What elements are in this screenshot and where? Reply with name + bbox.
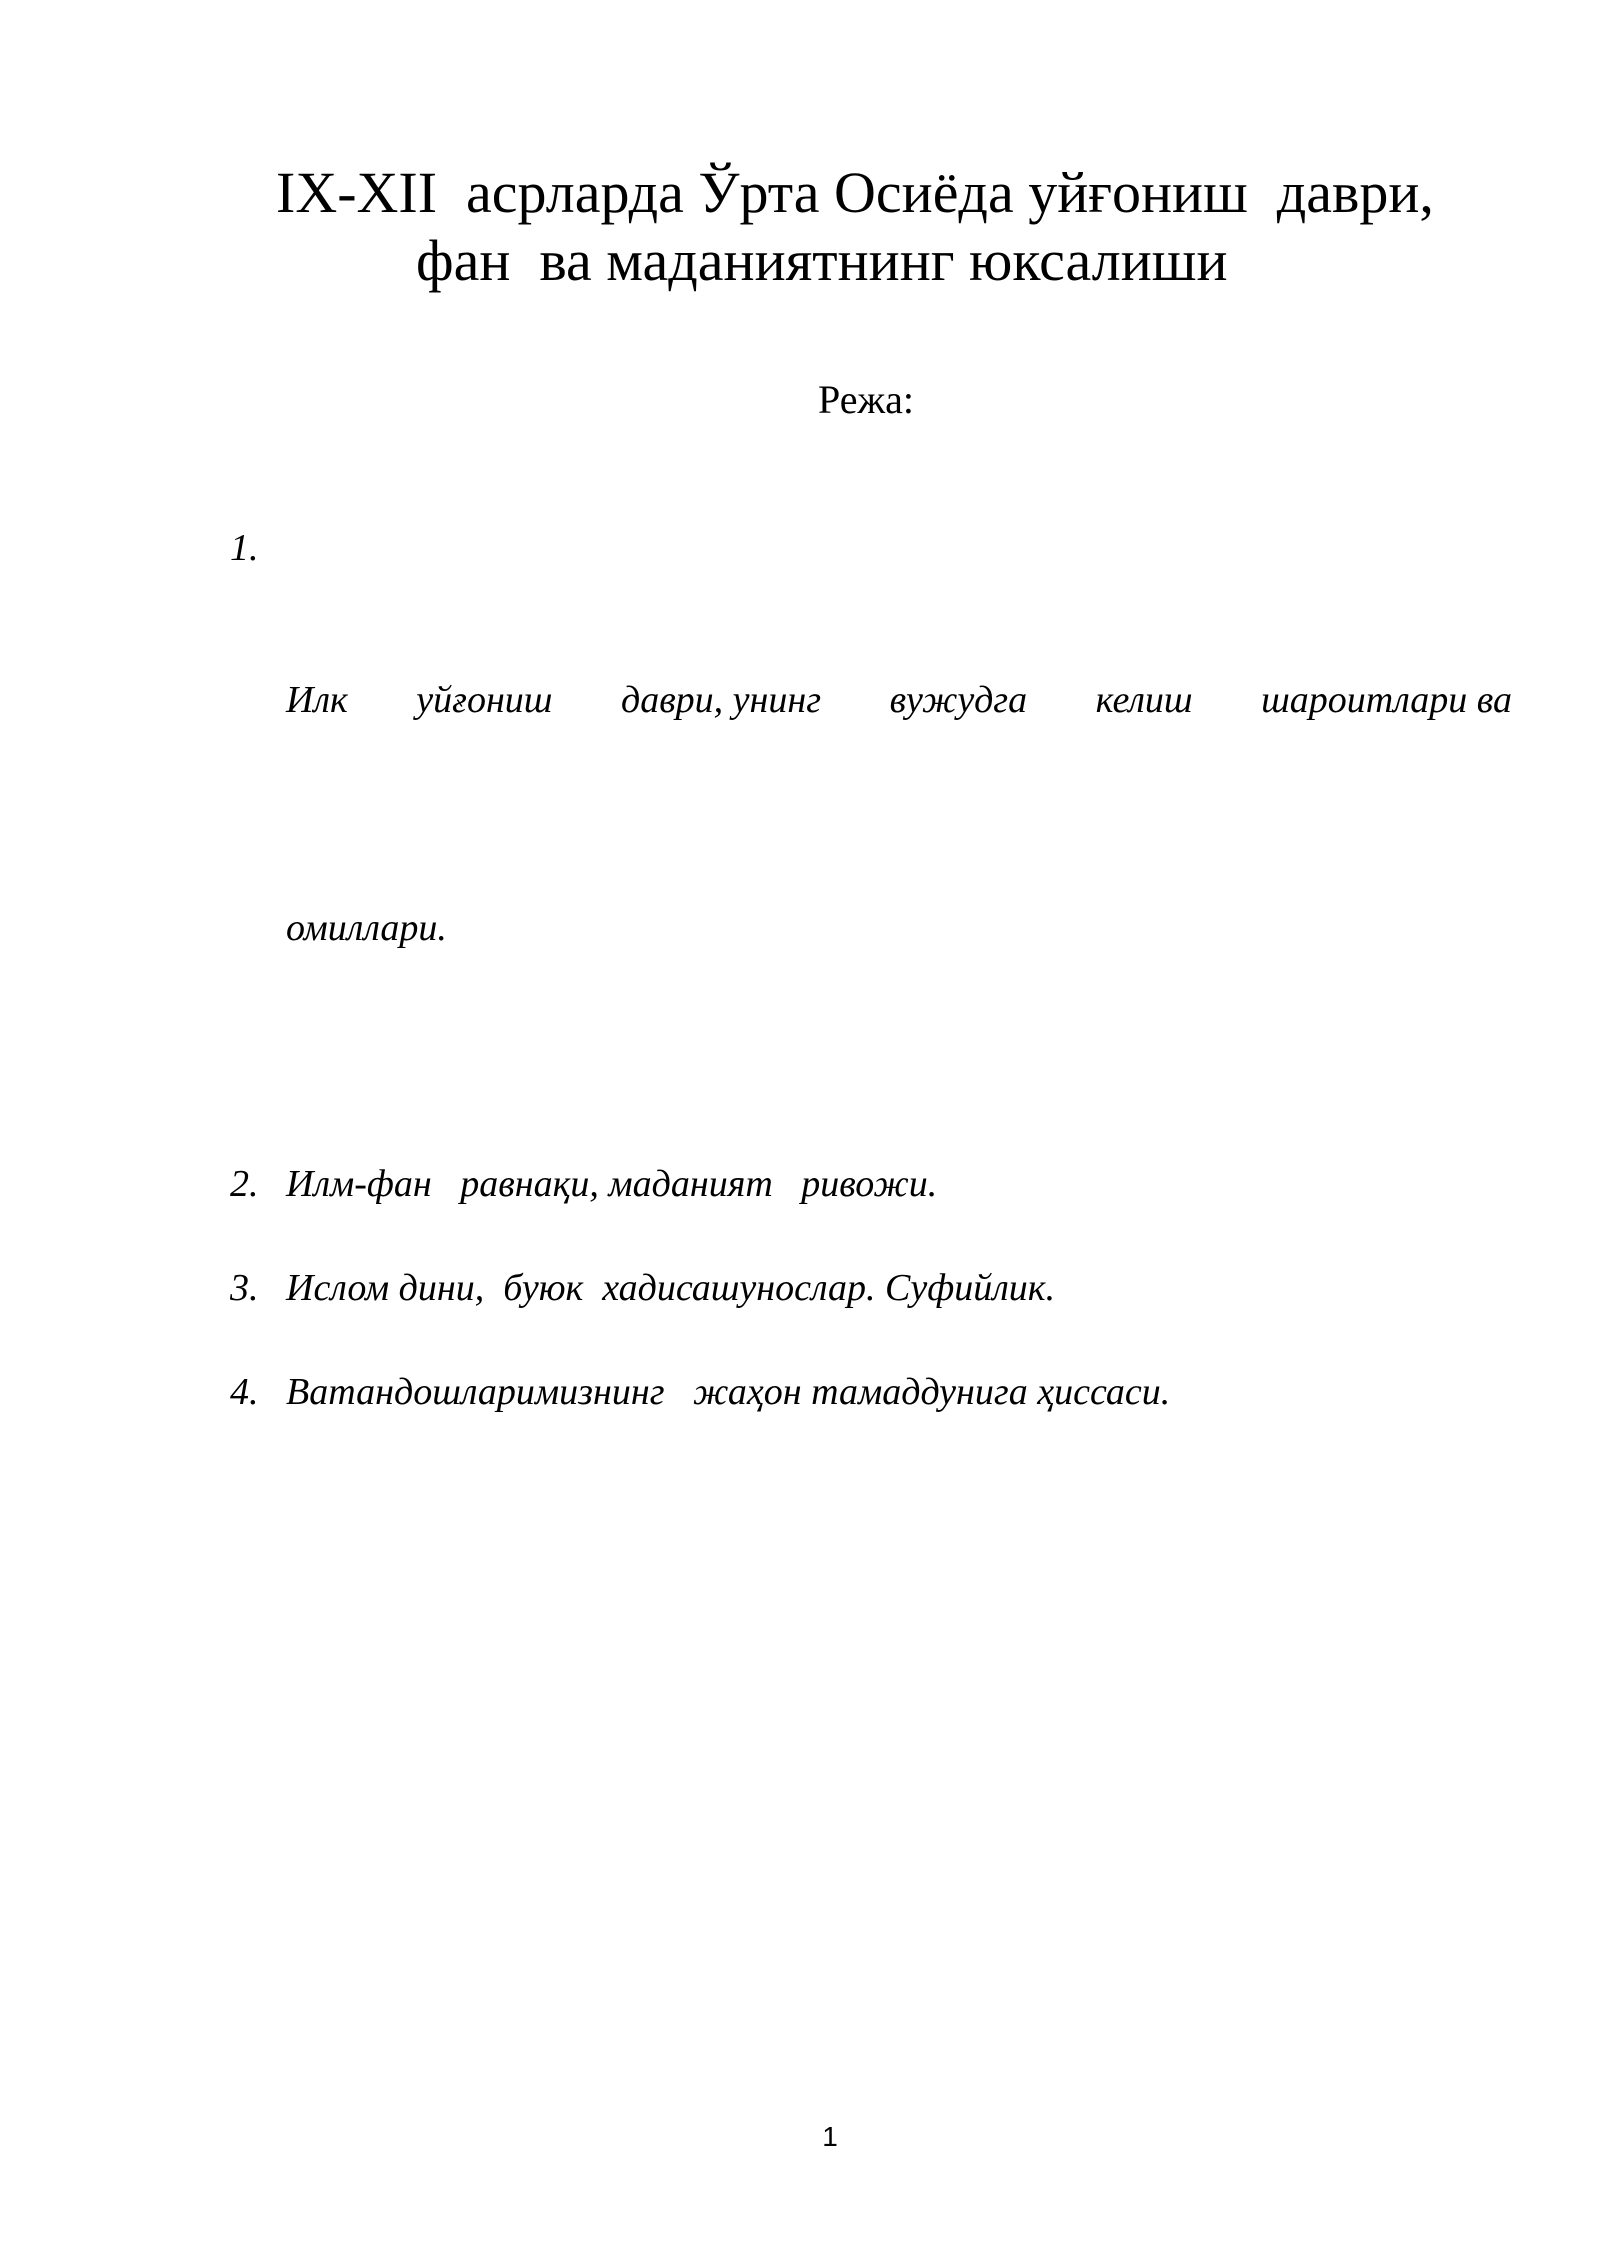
plan-item-word: уйғониш — [416, 679, 553, 721]
page-number: 1 — [822, 2121, 838, 2152]
plan-item-number: 2. — [230, 1163, 259, 1205]
plan-item — [226, 510, 1512, 1118]
plan-item — [226, 1354, 1512, 1430]
plan-list — [226, 510, 1512, 1458]
document-title-line-2: фан ва маданиятнинг юксалиши — [416, 228, 1228, 293]
plan-item-number: 4. — [230, 1371, 259, 1413]
plan-item-text: Ислом дини, буюк хадисашунослар. Суфийлик. — [286, 1267, 1056, 1309]
plan-item-text: Илм-фан равнақи, маданият ривожи. — [286, 1163, 938, 1205]
plan-item-word: вужудга — [889, 679, 1028, 721]
plan-item-text — [286, 510, 1512, 1118]
document-title-line-1: IX-XII асрларда Ўрта Осиёда уйғониш даври, — [276, 160, 1434, 225]
plan-item-word: шароитлари ва — [1261, 679, 1512, 721]
plan-item-number: 1. — [230, 527, 259, 569]
plan-heading: Режа: — [818, 377, 914, 422]
plan-item — [226, 1250, 1512, 1326]
plan-item-text: Ватандошларимизнинг жаҳон тамаддунига ҳиссаси. — [286, 1371, 1171, 1413]
plan-item-word: Илк — [286, 679, 348, 721]
plan-item-number: 3. — [230, 1267, 259, 1309]
plan-item-word: даври, унинг — [620, 679, 822, 721]
plan-item-text-line-2: омиллари. — [286, 907, 447, 949]
plan-item-word: келиш — [1095, 679, 1193, 721]
plan-item — [226, 1146, 1512, 1222]
plan-item-text-line-1 — [286, 662, 1512, 738]
